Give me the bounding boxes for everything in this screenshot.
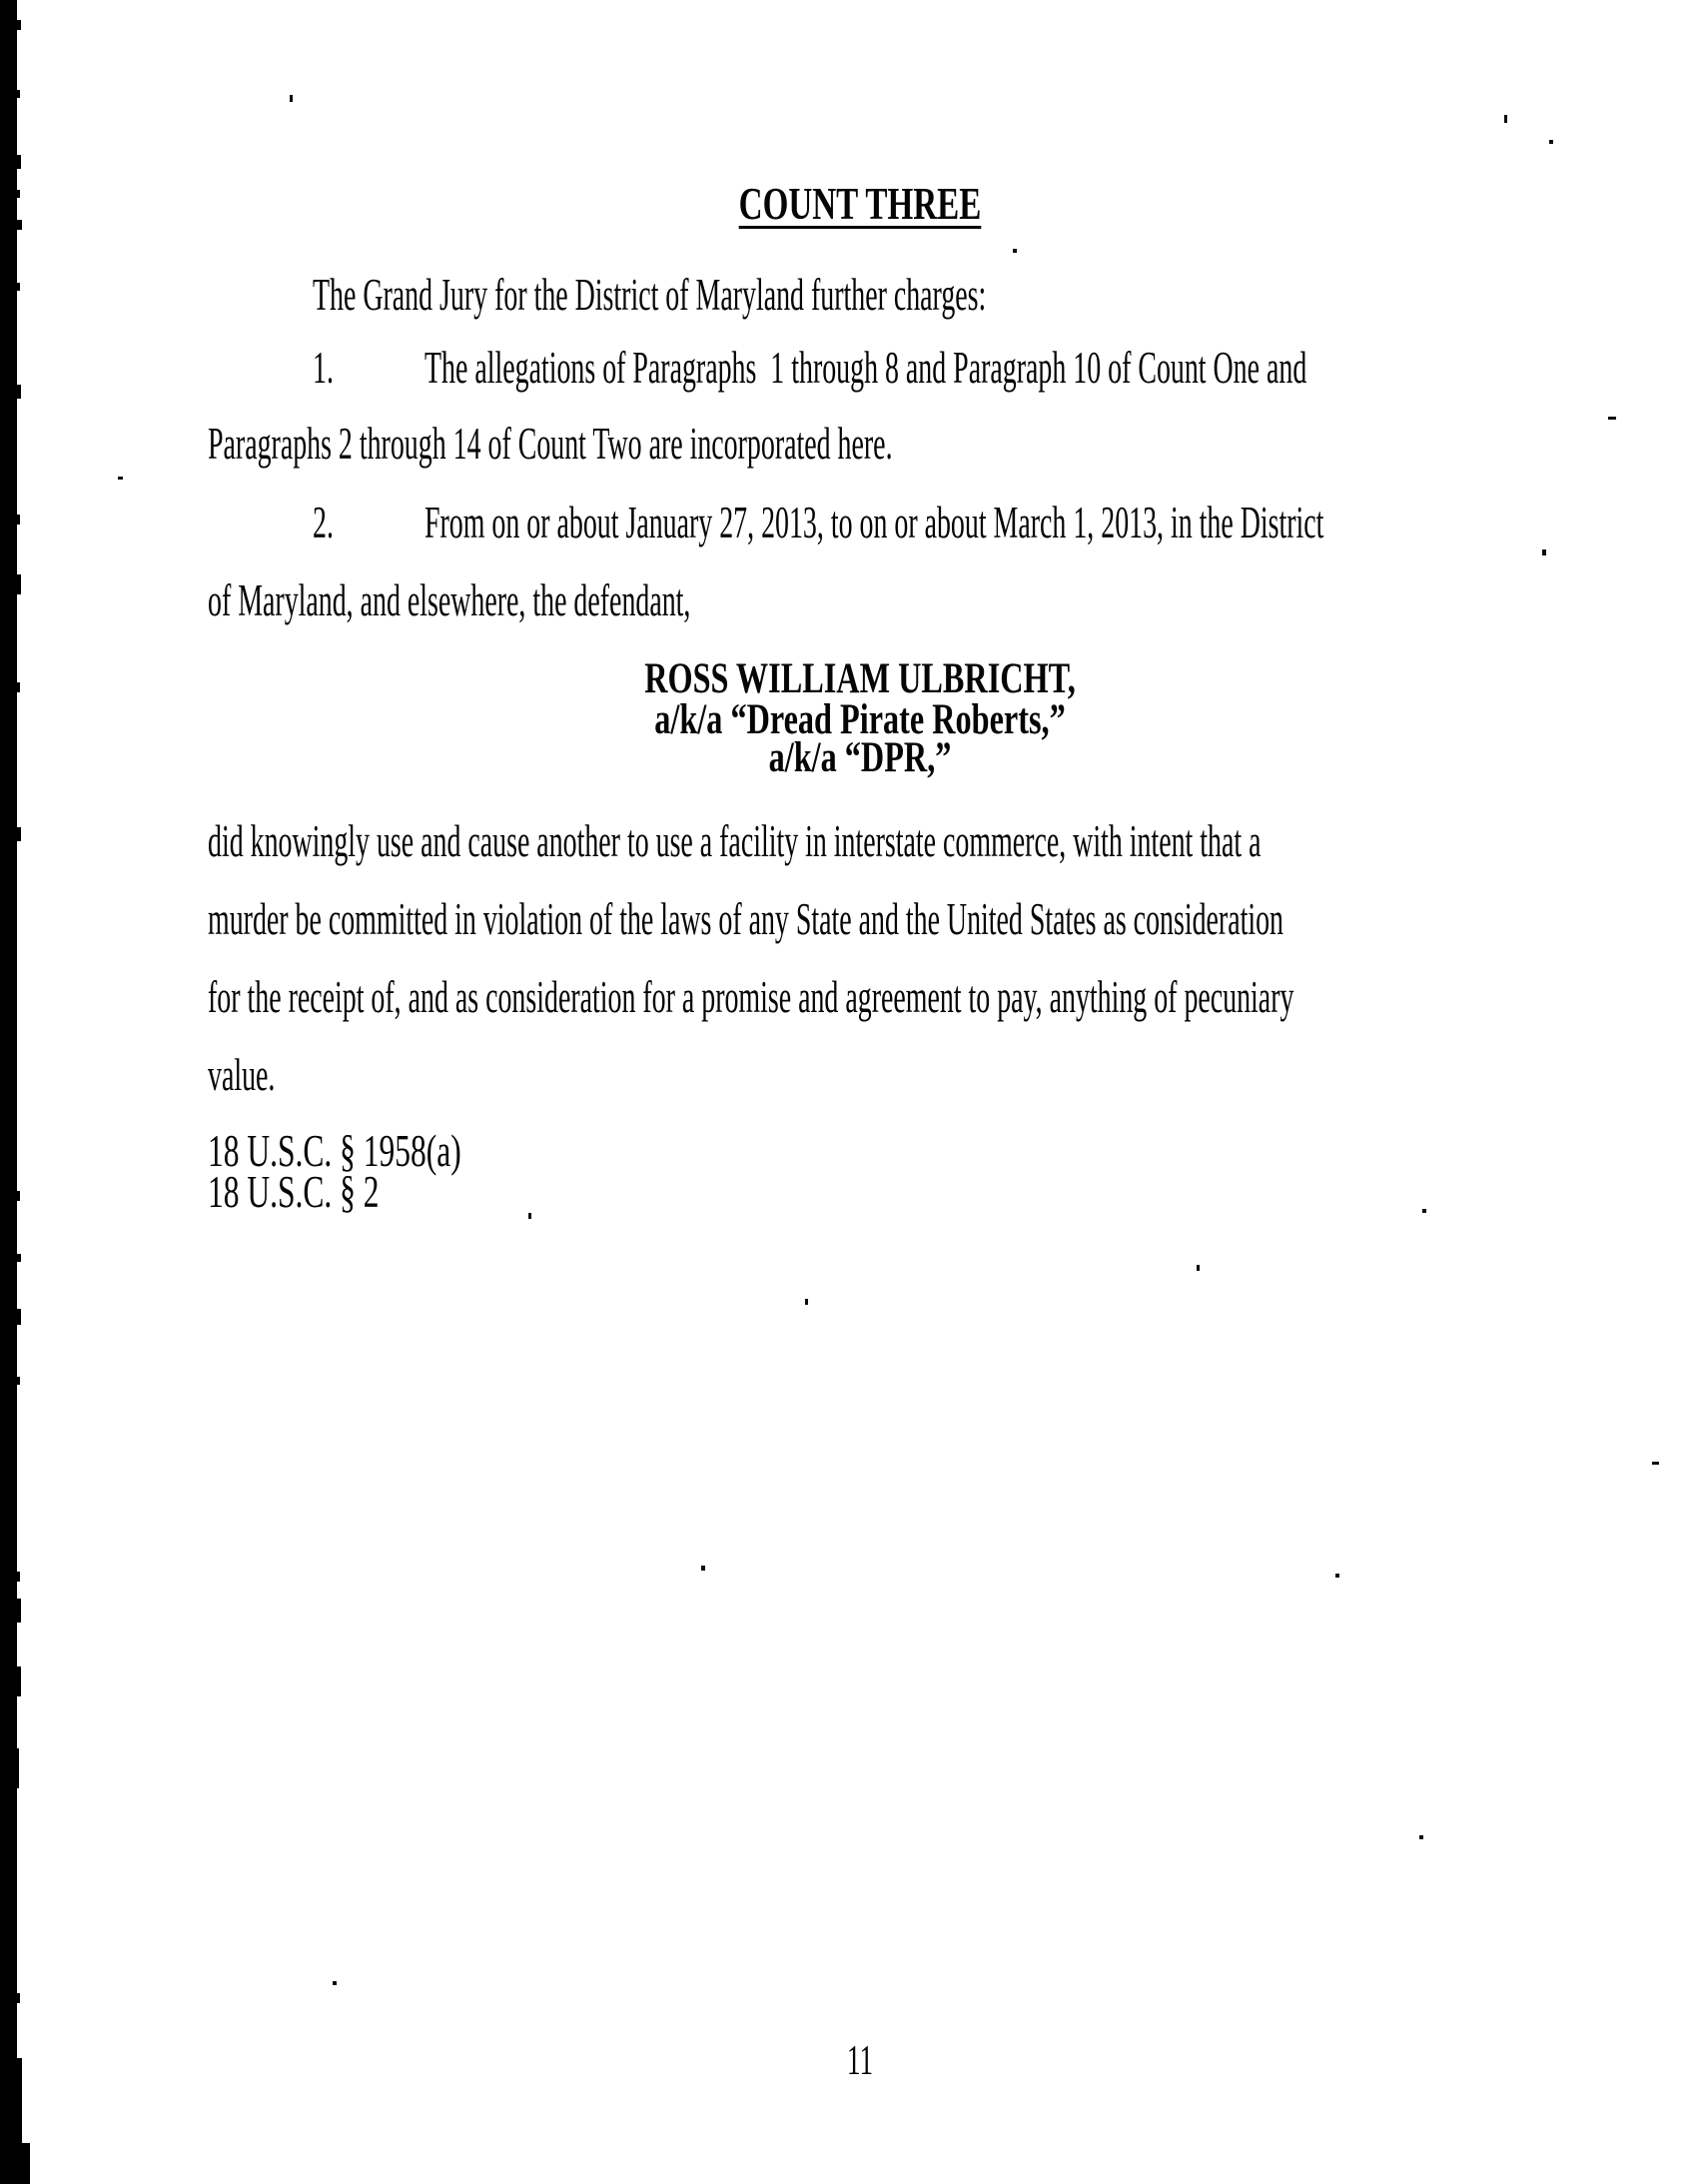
scan-edge-bar-bottom-tip — [0, 2143, 30, 2184]
body-line-1: did knowingly use and cause another to use a facility in interstate commerce, with intent that a — [208, 816, 1262, 866]
scan-notch — [16, 90, 20, 98]
scan-speck — [1542, 549, 1546, 555]
scan-notch — [16, 682, 20, 692]
scan-speck — [1197, 1265, 1200, 1271]
scan-notch — [16, 190, 20, 198]
scan-speck — [290, 95, 293, 102]
scan-speck — [1335, 1574, 1339, 1578]
scan-speck — [1652, 1462, 1659, 1465]
defendant-alias-line-1: a/k/a “Dread Pirate Roberts,” — [654, 696, 1066, 743]
scan-notch — [16, 1748, 19, 1788]
defendant-name-line-1: ROSS WILLIAM ULBRICHT, — [644, 655, 1076, 702]
paragraph-2-line-1: From on or about January 27, 2013, to on or about March 1, 2013, in the District — [424, 498, 1324, 547]
scan-notch — [16, 220, 22, 230]
scan-speck — [1013, 249, 1017, 253]
body-line-3: for the receipt of, and as consideration for a promise and agreement to pay, anything of pecuniary — [208, 972, 1294, 1022]
scan-edge-bar — [0, 0, 17, 2184]
scan-speck — [805, 1299, 808, 1305]
scan-speck — [1422, 1209, 1426, 1213]
scan-notch — [16, 827, 21, 841]
scan-notch — [16, 385, 21, 399]
page-number: 11 — [846, 2038, 874, 2084]
scan-notch — [16, 1254, 21, 1262]
scan-speck — [1608, 417, 1616, 420]
scan-speck — [118, 477, 123, 480]
scan-notch — [16, 1377, 20, 1385]
scan-notch — [16, 1993, 20, 2003]
count-title: COUNT THREE — [738, 178, 982, 229]
statute-citation-2: 18 U.S.C. § 2 — [208, 1167, 380, 1217]
scan-speck — [528, 1213, 531, 1219]
scan-notch — [16, 1309, 21, 1325]
paragraph-2-line-2: of Maryland, and elsewhere, the defendant, — [208, 575, 691, 625]
scan-notch — [16, 574, 21, 594]
scan-notch — [16, 283, 20, 291]
scan-notch — [16, 20, 21, 30]
scan-notch — [16, 1572, 20, 1582]
scan-notch — [16, 1599, 21, 1623]
scan-speck — [1504, 115, 1507, 123]
intro-line: The Grand Jury for the District of Maryland further charges: — [313, 270, 987, 320]
scan-speck — [1419, 1835, 1423, 1839]
statute-citation-1: 18 U.S.C. § 1958(a) — [208, 1126, 461, 1176]
scan-speck — [701, 1566, 705, 1571]
body-line-2: murder be committed in violation of the laws of any State and the United States as consideration — [208, 894, 1283, 944]
paragraph-1-line-2: Paragraphs 2 through 14 of Count Two are incorporated here. — [208, 419, 893, 469]
scan-notch — [16, 515, 20, 525]
scan-speck — [333, 1981, 337, 1985]
scan-speck — [1549, 140, 1553, 144]
paragraph-2-number: 2. — [313, 498, 334, 547]
scan-notch — [16, 1191, 20, 1201]
paragraph-1-line-1: The allegations of Paragraphs 1 through 8 and Paragraph 10 of Count One and — [424, 343, 1307, 393]
body-line-4: value. — [208, 1050, 276, 1100]
scan-notch — [16, 155, 21, 169]
defendant-alias-line-2: a/k/a “DPR,” — [768, 734, 952, 781]
scan-notch — [16, 1666, 21, 1696]
paragraph-1-number: 1. — [313, 343, 334, 393]
